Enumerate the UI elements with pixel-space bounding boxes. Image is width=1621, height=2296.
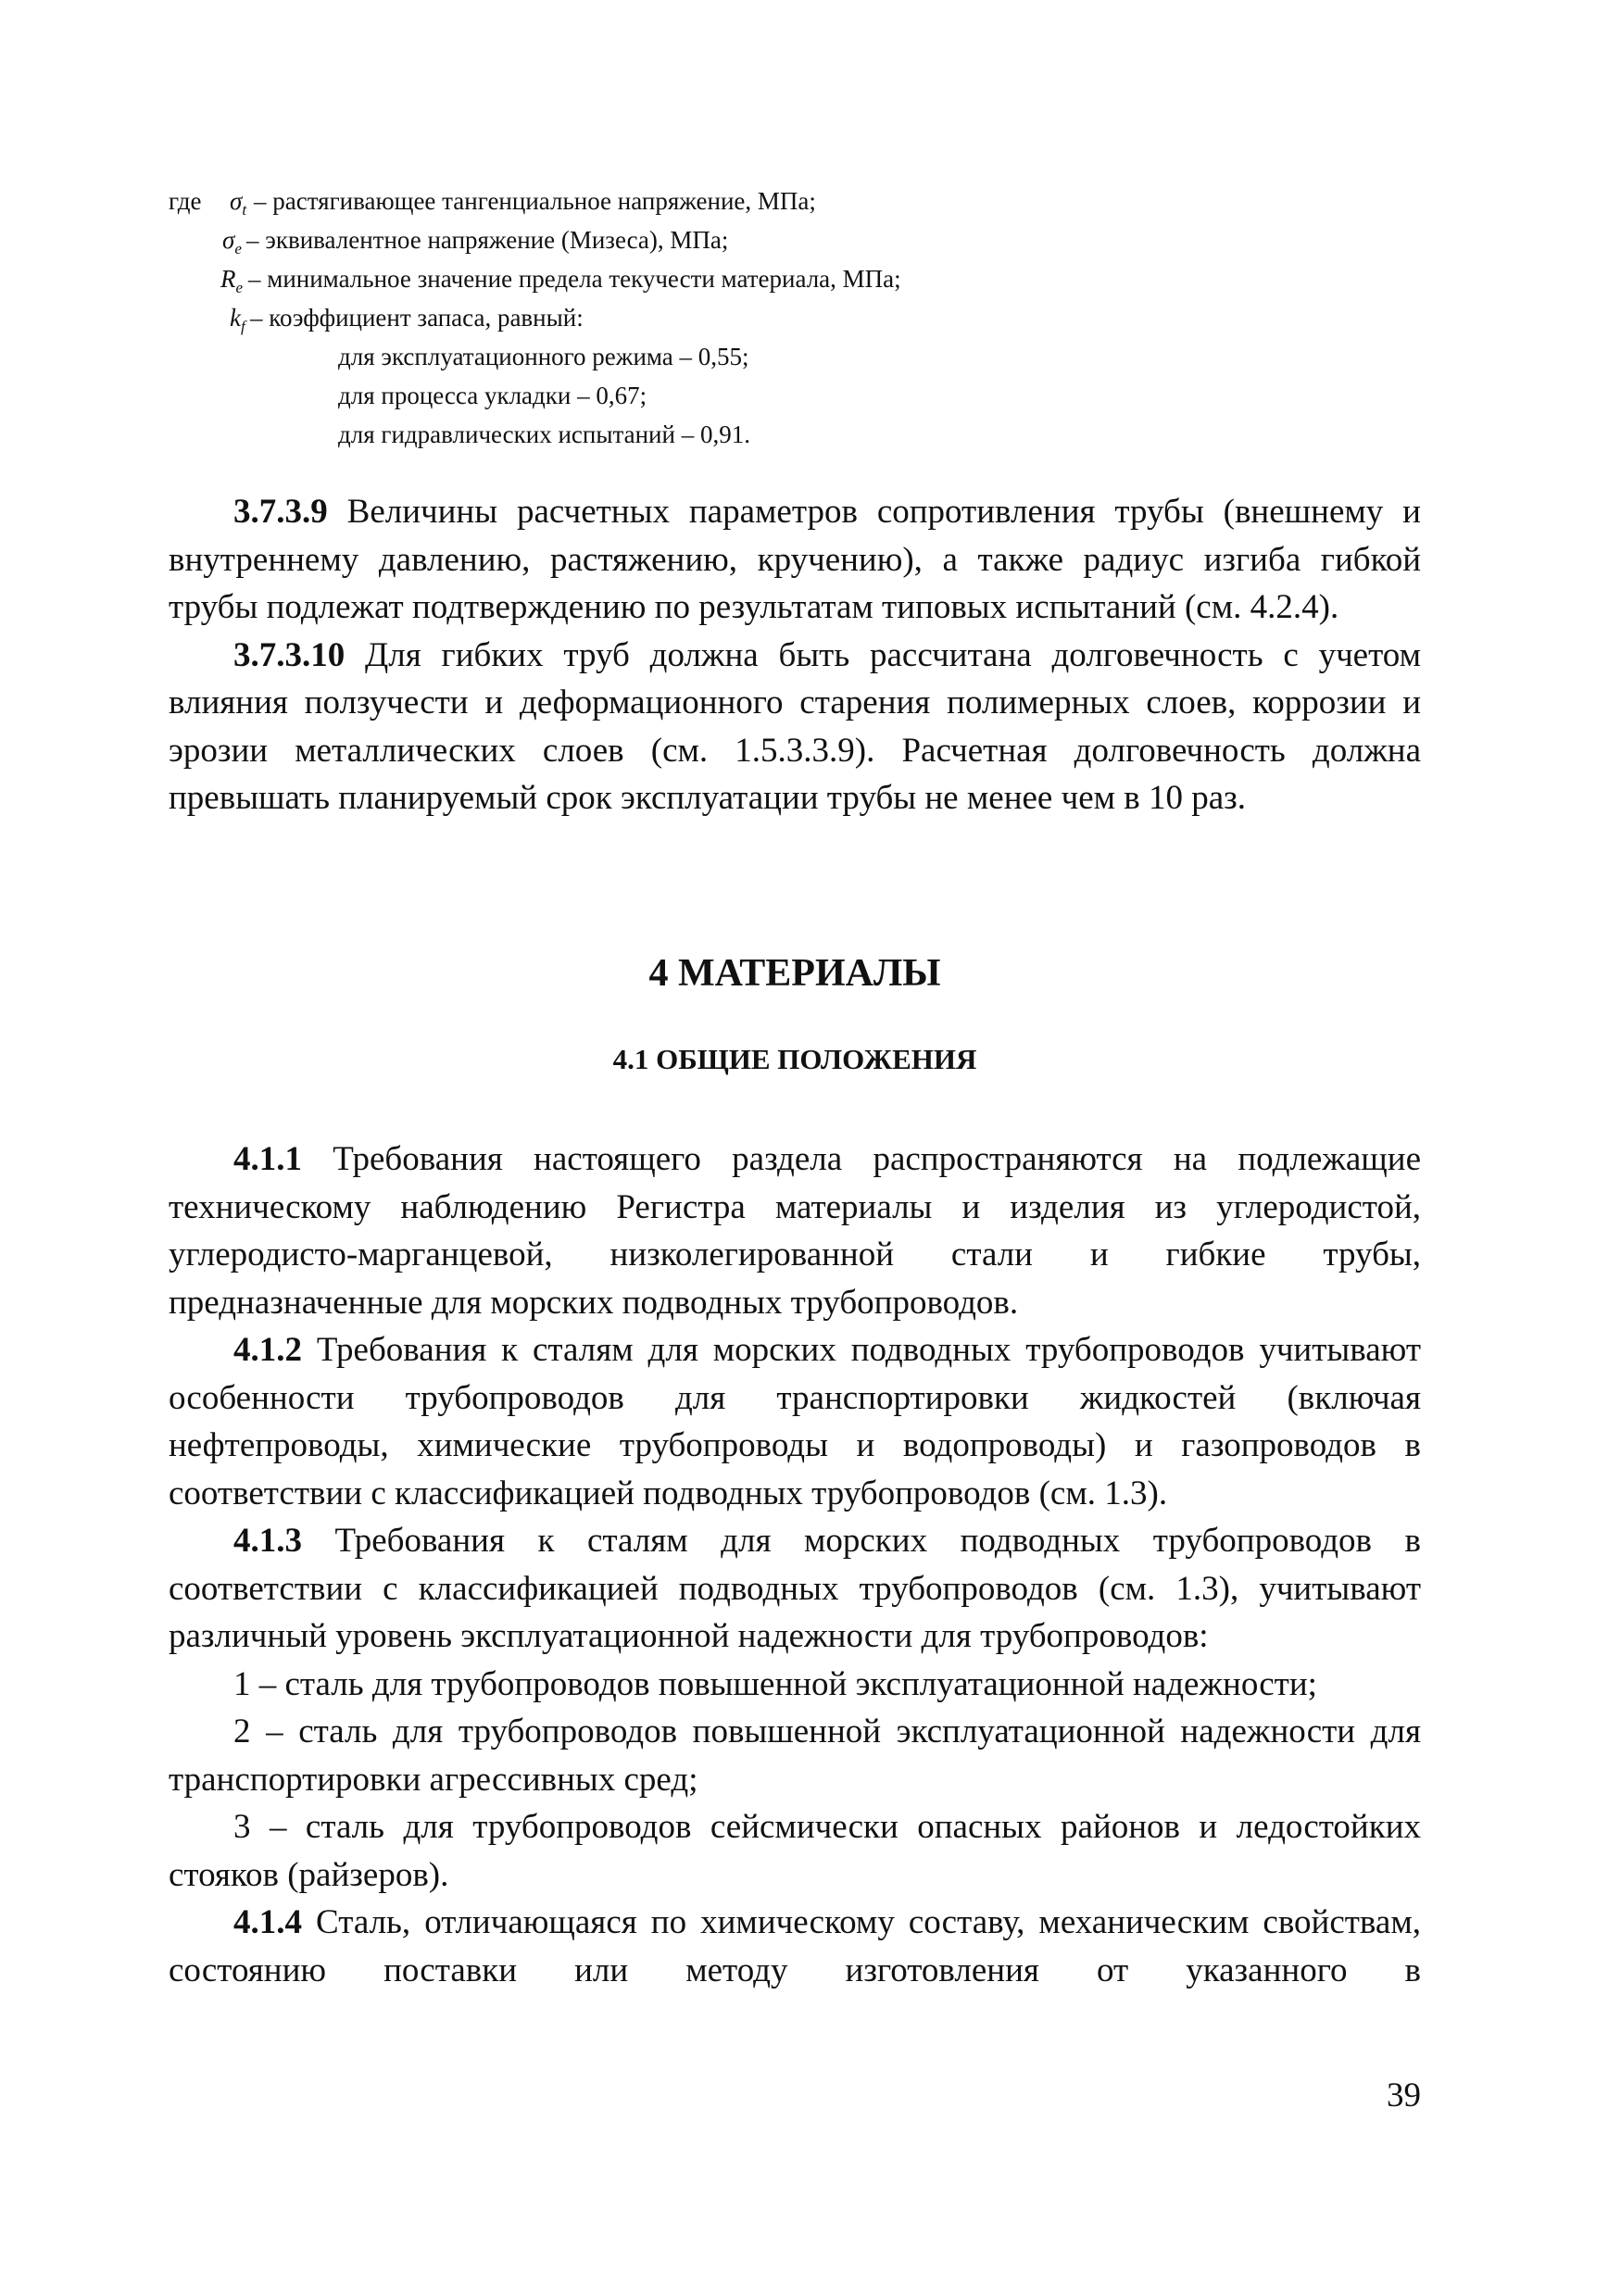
clause-number: 4.1.2 — [233, 1331, 302, 1369]
paragraph-text: Требования к сталям для морских подводных трубопроводов в соответствии с классификацией подводных трубопроводов (см. 1.3), учитывают различный уровень эксплуатационной надежности для трубопроводов: — [169, 1522, 1421, 1655]
paragraph-4-1-3 — [169, 1517, 1421, 1661]
paragraph-4-1-1 — [169, 1135, 1421, 1326]
page-number: 39 — [1387, 2076, 1421, 2114]
paragraph-4-1-4 — [169, 1899, 1421, 1994]
legend-lead: где — [169, 187, 202, 215]
list-item: 1 – сталь для трубопроводов повышенной эксплуатационной надежности; — [233, 1664, 1317, 1703]
paragraph-3-7-3-10 — [169, 632, 1421, 822]
section-3-body — [169, 488, 1421, 822]
legend-subitem-text: для эксплуатационного режима – 0,55; — [338, 343, 749, 370]
legend-subitem-text: для гидравлических испытаний – 0,91. — [338, 420, 750, 448]
paragraph-text: Величины расчетных параметров сопротивления трубы (внешнему и внутреннему давлению, растяжению, кручению), а также радиус изгиба гибкой трубы подлежат подтверждению по результатам типовых испытаний (см. 4.2.4). — [169, 493, 1421, 626]
clause-number: 3.7.3.10 — [233, 635, 346, 674]
section-heading: 4.1 ОБЩИЕ ПОЛОЖЕНИЯ — [612, 1043, 977, 1075]
legend-symbol: $k_f$ — [230, 304, 245, 335]
legend-symbol: $\sigma_t$ — [230, 187, 247, 219]
paragraph-text: Сталь, отличающаяся по химическому составу, механическим свойствам, состоянию поставки или методу изготовления от указанного в — [169, 1903, 1421, 1989]
legend-subitem-text: для процесса укладки – 0,67; — [338, 382, 647, 409]
clause-number: 4.1.1 — [233, 1140, 302, 1178]
paragraph-text: Требования к сталям для морских подводных трубопроводов учитывают особенности трубопроводов для транспортировки жидкостей (включая нефтепроводы, химические трубопроводы и водопроводы) и газопроводов в соответствии с классификацией подводных трубопроводов (см. 1.3). — [169, 1331, 1421, 1512]
chapter-heading: 4 МАТЕРИАЛЫ — [648, 952, 941, 995]
paragraph-3-7-3-9 — [169, 488, 1421, 632]
legend-text: – эквивалентное напряжение (Мизеса), МПа; — [246, 226, 729, 254]
clause-number: 3.7.3.9 — [233, 493, 328, 531]
legend-symbol: $\sigma_e$ — [222, 226, 242, 257]
legend-text: – минимальное значение предела текучести материала, МПа; — [248, 265, 901, 293]
clause-number: 4.1.4 — [233, 1903, 302, 1941]
paragraph-text: Для гибких труб должна быть рассчитана долговечность с учетом влияния ползучести и деформационного старения полимерных слоев, коррозии и эрозии металлических слоев (см. 1.5.3.3.9). Расчетная долговечность должна превышать планируемый срок эксплуатации трубы не менее чем в 10 раз. — [169, 635, 1421, 817]
legend-text: – растягивающее тангенциальное напряжение, МПа; — [254, 187, 816, 215]
section-4-body — [169, 1135, 1421, 1994]
list-item: 2 – сталь для трубопроводов повышенной эксплуатационной надежности для транспортировки агрессивных сред; — [169, 1713, 1421, 1799]
paragraph-text: Требования настоящего раздела распространяются на подлежащие техническому наблюдению Регистра материалы и изделия из углеродистой, углеродисто-марганцевой, низколегированной стали и гибкие трубы, предназначенные для морских подводных трубопроводов. — [169, 1140, 1421, 1322]
list-item: 3 – сталь для трубопроводов сейсмически опасных районов и ледостойких стояков (райзеров). — [169, 1808, 1421, 1894]
legend-symbol: $R_e$ — [220, 265, 244, 296]
legend-text: – коэффициент запаса, равный: — [250, 304, 584, 332]
paragraph-4-1-2 — [169, 1326, 1421, 1517]
clause-number: 4.1.3 — [233, 1522, 302, 1560]
